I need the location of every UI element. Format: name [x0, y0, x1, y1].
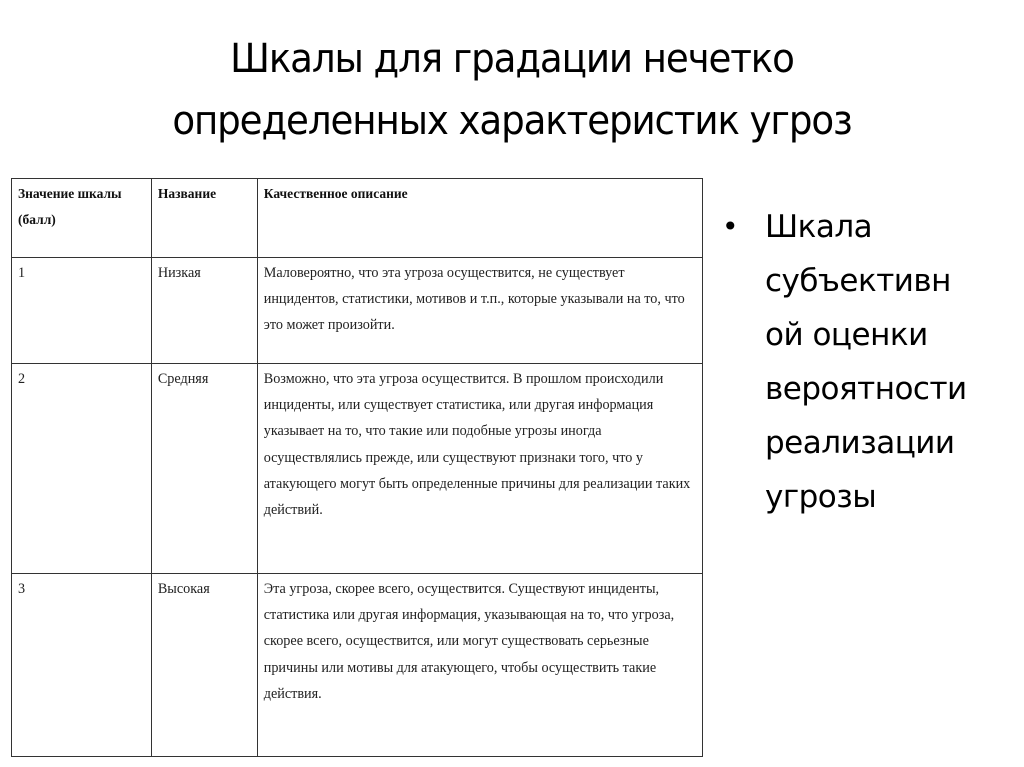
- bullet-item: [718, 200, 1018, 524]
- cell-value: 2: [12, 364, 152, 574]
- cell-description: Возможно, что эта угроза осуществится. В прошлом происходили инциденты, или существует статистика, или другая информация указывает на то, что такие или подобные угрозы иногда осуществлялись прежде, или существуют признаки того, что у атакующего могут быть определенные причины для реализации таких действий.: [257, 364, 702, 574]
- bullet-line: субъективн: [765, 263, 951, 299]
- slide-title: [36, 28, 988, 152]
- cell-name: Низкая: [151, 258, 257, 364]
- bullet-dot-icon: •: [722, 210, 739, 243]
- slide-title-line-1: Шкалы для градации нечетко: [230, 36, 794, 82]
- bullet-list: [718, 200, 1018, 524]
- threat-scale-table: [11, 178, 703, 757]
- bullet-line: Шкала: [765, 209, 873, 245]
- cell-name: Средняя: [151, 364, 257, 574]
- table-header-row: [12, 179, 703, 258]
- cell-value: 3: [12, 574, 152, 757]
- table-row: [12, 364, 703, 574]
- threat-scale-table-container: [11, 178, 703, 756]
- bullet-text: [765, 200, 967, 524]
- cell-name: Высокая: [151, 574, 257, 757]
- table-row: [12, 574, 703, 757]
- bullet-line: вероятности: [765, 371, 967, 407]
- bullet-line: ой оценки: [765, 317, 928, 353]
- bullet-line: реализации: [765, 425, 955, 461]
- header-name: Название: [151, 179, 257, 258]
- cell-value: 1: [12, 258, 152, 364]
- header-scale-value: Значение шкалы (балл): [12, 179, 152, 258]
- slide-title-line-2: определенных характеристик угроз: [172, 98, 852, 144]
- bullet-line: угрозы: [765, 479, 877, 515]
- cell-description: Эта угроза, скорее всего, осуществится. Существуют инциденты, статистика или другая информация, указывающая на то, что угроза, скорее всего, осуществится, или могут существовать серьезные причины или мотивы для атакующего, чтобы осуществить такие действия.: [257, 574, 702, 757]
- header-description: Качественное описание: [257, 179, 702, 258]
- cell-description: Маловероятно, что эта угроза осуществится, не существует инцидентов, статистики, мотивов и т.п., которые указывали на то, что это может произойти.: [257, 258, 702, 364]
- table-row: [12, 258, 703, 364]
